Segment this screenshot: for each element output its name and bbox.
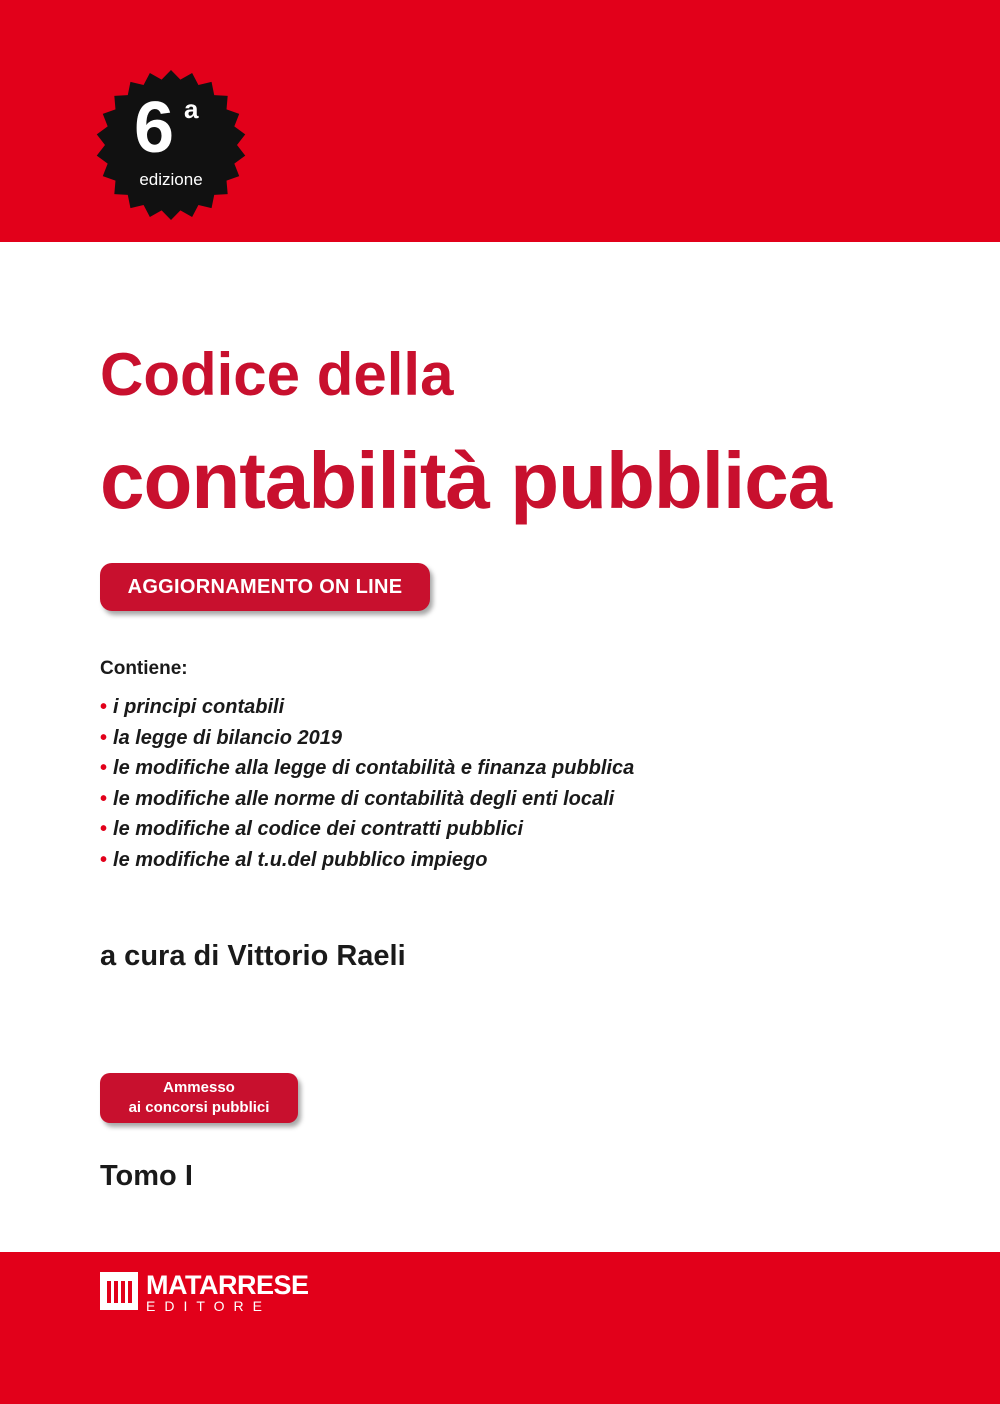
list-item: • le modifiche al codice dei contratti pubblici	[100, 818, 524, 840]
title-line-1: Codice della	[100, 341, 454, 408]
edition-badge	[96, 70, 246, 220]
bullet-icon: •	[100, 848, 108, 871]
bullet-icon: •	[100, 818, 108, 840]
list-item: • la legge di bilancio 2019	[100, 726, 342, 749]
admitted-badge	[100, 1073, 298, 1123]
admitted-line-2: ai concorsi pubblici	[128, 1099, 270, 1116]
edition-number: 6	[134, 88, 175, 168]
list-item: • i principi contabili	[100, 696, 285, 718]
publisher-subtitle: EDITORE	[146, 1298, 271, 1314]
admitted-line-1: Ammesso	[163, 1079, 235, 1096]
bullet-icon: •	[100, 726, 108, 749]
bullet-icon: •	[100, 696, 108, 718]
bullet-icon: •	[100, 757, 108, 779]
bars-icon	[100, 1272, 138, 1310]
author-credit: a cura di Vittorio Raeli	[100, 940, 406, 972]
contents-list	[100, 692, 634, 875]
list-item: • le modifiche alla legge di contabilità e finanza pubblica	[100, 757, 635, 779]
edition-superscript: a	[184, 94, 199, 124]
list-item: • le modifiche alle norme di contabilità degli enti locali	[100, 787, 615, 810]
publisher-name: MATARRESE	[146, 1270, 309, 1300]
volume-label: Tomo I	[100, 1160, 193, 1192]
list-item: • le modifiche al t.u.del pubblico impiego	[100, 848, 488, 871]
online-update-badge: AGGIORNAMENTO ON LINE	[100, 563, 430, 611]
contents-heading: Contiene:	[100, 658, 188, 679]
title-line-2: contabilità pubblica	[100, 436, 832, 525]
edition-label: edizione	[139, 170, 203, 189]
bullet-icon: •	[100, 787, 108, 810]
